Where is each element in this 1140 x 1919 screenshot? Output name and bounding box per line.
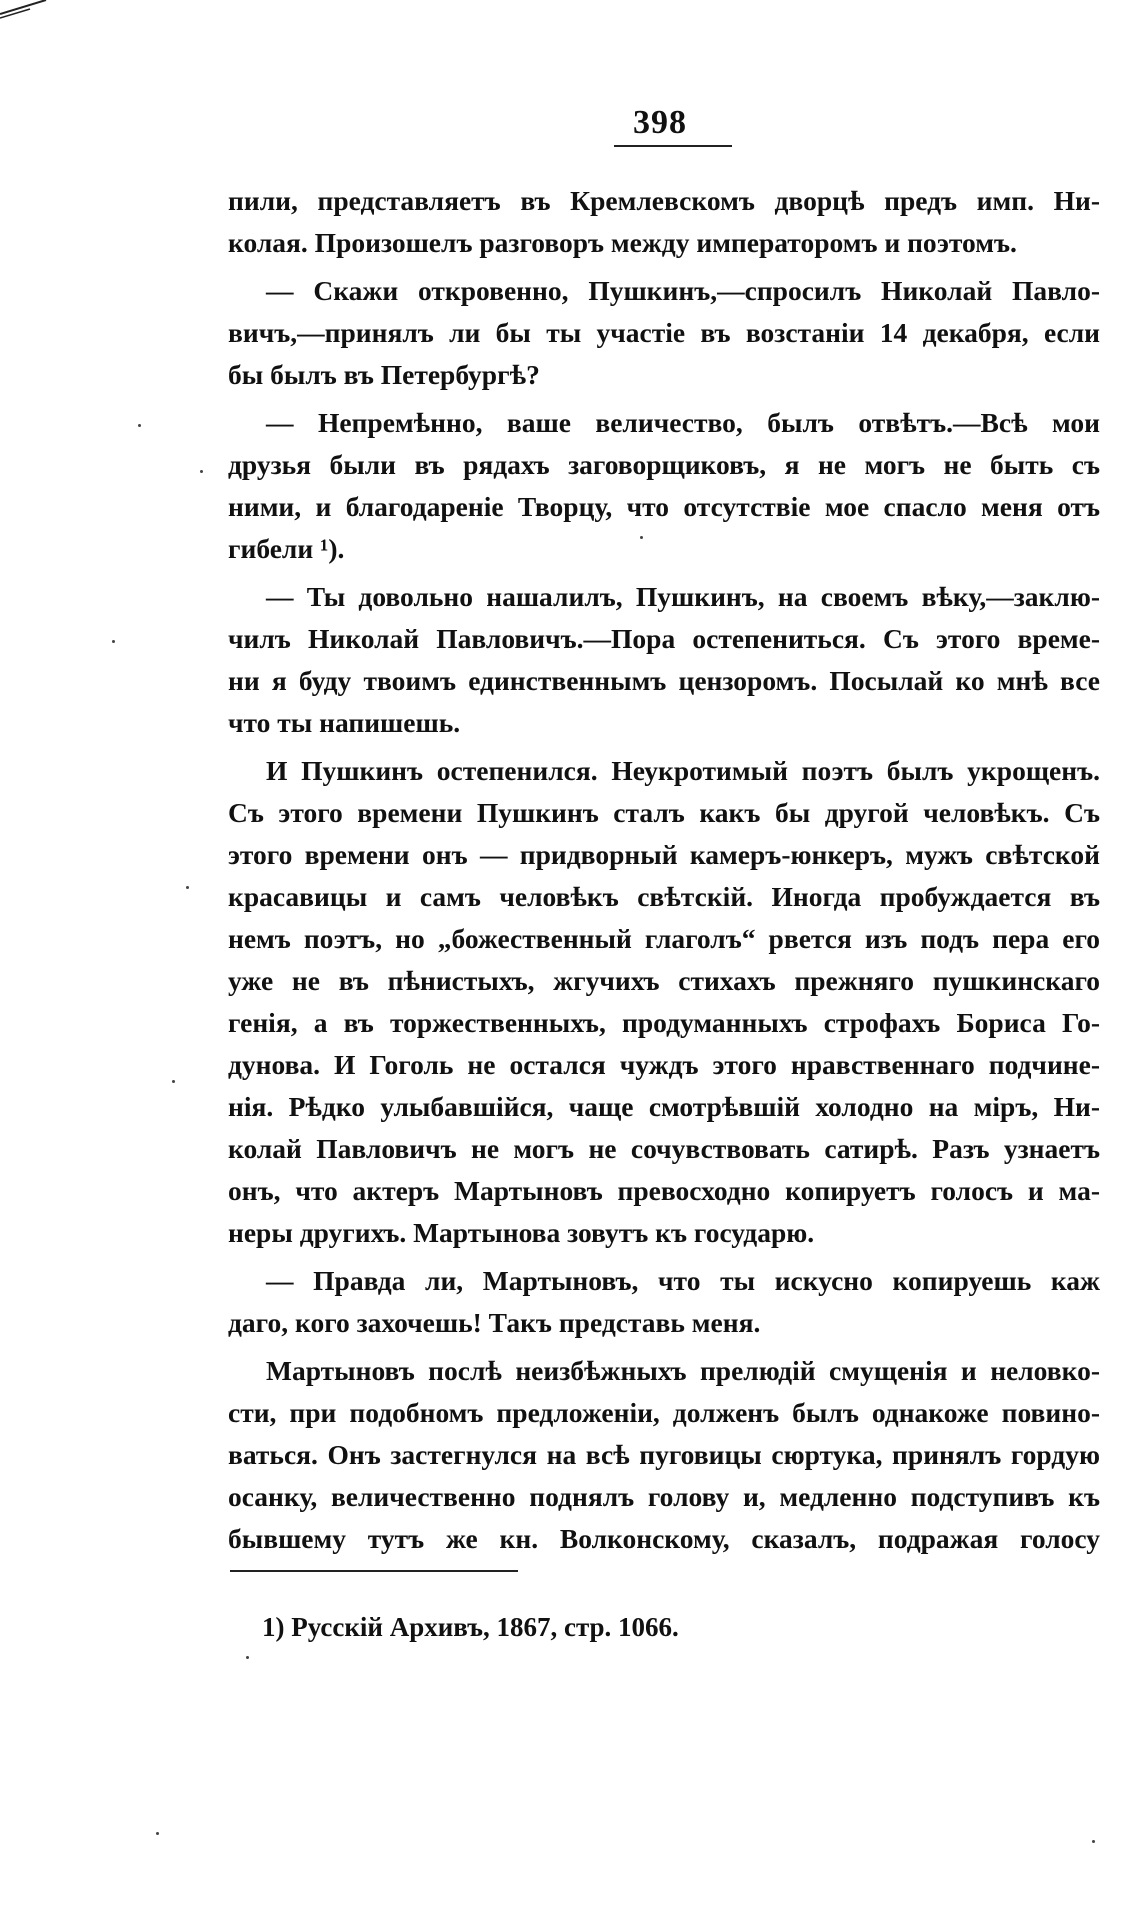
text-line: неры другихъ. Мартынова зовутъ къ государю. (228, 1217, 815, 1248)
text-line: бывшему тутъ же кн. Волконскому, сказалъ, подражая голосу (228, 1523, 1100, 1554)
text-line: этого времени онъ — придворный камеръ-юнкеръ, мужъ свѣтской (228, 839, 1100, 870)
text-line: — Ты довольно нашалилъ, Пушкинъ, на своемъ вѣку,—заклю- (266, 581, 1100, 612)
text-line: И Пушкинъ остепенился. Неукротимый поэтъ былъ укрощенъ. (266, 755, 1100, 786)
footnote: 1) Русскій Архивъ, 1867, стр. 1066. (262, 1612, 679, 1642)
text-line: немъ поэтъ, но „божественный глаголъ“ рвется изъ подъ пера его (228, 923, 1100, 954)
scan-speck (138, 424, 141, 427)
text-line: ваться. Онъ застегнулся на всѣ пуговицы сюртука, принялъ гордую (228, 1439, 1100, 1470)
page-number-underline (614, 145, 732, 147)
text-line: чилъ Николай Павловичъ.—Пора остепениться. Съ этого време- (228, 623, 1100, 654)
paragraph (228, 750, 1100, 1254)
corner-scan-mark (0, 0, 50, 20)
text-line: ними, и благодареніе Творцу, что отсутствіе мое спасло меня отъ (228, 491, 1100, 522)
text-line: — Непремѣнно, ваше величество, былъ отвѣтъ.—Всѣ мои (266, 407, 1100, 438)
text-line: генія, а въ торжественныхъ, продуманныхъ строфахъ Бориса Го- (228, 1007, 1100, 1038)
paragraph (228, 576, 1100, 744)
text-line: осанку, величественно поднялъ голову и, медленно подступивъ къ (228, 1481, 1100, 1512)
paragraph (228, 180, 1100, 264)
text-line: красавицы и самъ человѣкъ свѣтскій. Иногда пробуждается въ (228, 881, 1100, 912)
text-line: — Правда ли, Мартыновъ, что ты искусно копируешь каж (266, 1265, 1100, 1296)
text-line: бы былъ въ Петербургѣ? (228, 359, 540, 390)
body-text (228, 180, 1100, 1566)
text-line: — Скажи откровенно, Пушкинъ,—спросилъ Николай Павло- (266, 275, 1100, 306)
text-line: гибели ¹). (228, 533, 345, 564)
text-line: Съ этого времени Пушкинъ сталъ какъ бы другой человѣкъ. Съ (228, 797, 1100, 828)
text-line: колай Павловичъ не могъ не сочувствовать сатирѣ. Разъ узнаетъ (228, 1133, 1100, 1164)
text-line: сти, при подобномъ предложеніи, долженъ былъ однакоже повино- (228, 1397, 1100, 1428)
text-line: онъ, что актеръ Мартыновъ превосходно копируетъ голосъ и ма- (228, 1175, 1100, 1206)
text-line: друзья были въ рядахъ заговорщиковъ, я не могъ не быть съ (228, 449, 1100, 480)
footnote-separator (230, 1570, 518, 1572)
text-line: нія. Рѣдко улыбавшійся, чаще смотрѣвшій холодно на міръ, Ни- (228, 1091, 1100, 1122)
text-line: пили, представляетъ въ Кремлевскомъ дворцѣ предъ имп. Ни- (228, 185, 1100, 216)
scan-speck (200, 470, 203, 473)
text-line: уже не въ пѣнистыхъ, жгучихъ стихахъ прежняго пушкинскаго (228, 965, 1100, 996)
text-line: вичъ,—принялъ ли бы ты участіе въ возстаніи 14 декабря, если (228, 317, 1100, 348)
paragraph (228, 270, 1100, 396)
scan-speck (112, 640, 115, 643)
text-line: колая. Произошелъ разговоръ между императоромъ и поэтомъ. (228, 227, 1017, 258)
scan-speck (1092, 1840, 1095, 1843)
text-line: Мартыновъ послѣ неизбѣжныхъ прелюдій смущенія и неловко- (266, 1355, 1100, 1386)
scan-speck (186, 886, 189, 889)
text-line: даго, кого захочешь! Такъ представь меня. (228, 1307, 761, 1338)
scan-speck (640, 536, 643, 539)
text-line: ни я буду твоимъ единственнымъ цензоромъ. Посылай ко мнѣ все (228, 665, 1100, 696)
paragraph (228, 1260, 1100, 1344)
text-line: дунова. И Гоголь не остался чуждъ этого нравственнаго подчине- (228, 1049, 1100, 1080)
paragraph (228, 1350, 1100, 1560)
paragraph (228, 402, 1100, 570)
text-line: что ты напишешь. (228, 707, 461, 738)
scan-speck (172, 1080, 175, 1083)
page-number: 398 (633, 104, 687, 141)
scan-speck (156, 1832, 159, 1835)
scan-speck (246, 1656, 249, 1659)
